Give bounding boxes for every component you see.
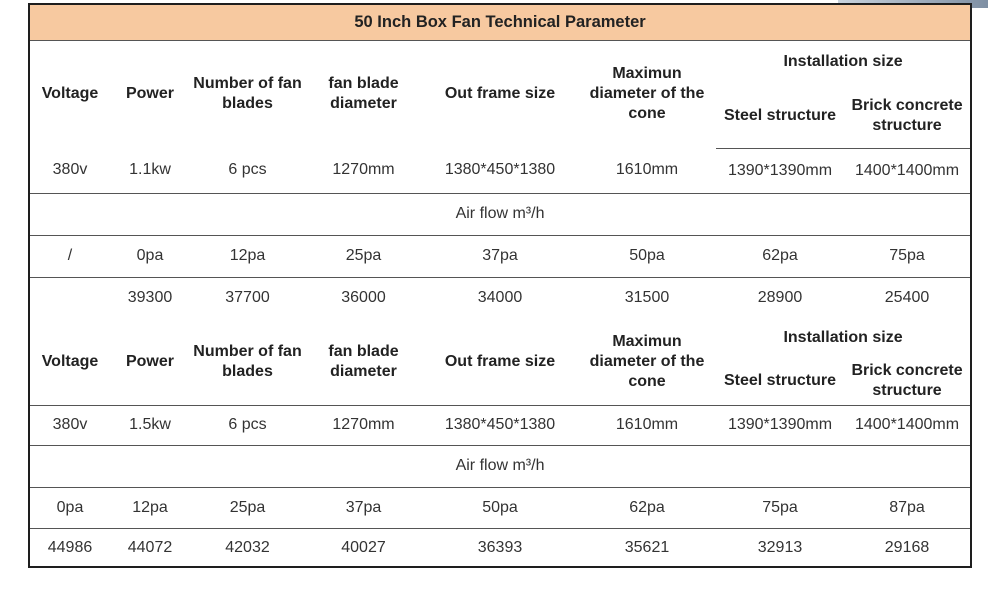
cell: 1270mm [305,148,422,193]
header-install-2: Installation size [783,329,903,346]
cell: 75pa [844,235,970,277]
cell: 87pa [844,487,970,528]
cell: 39300 [127,289,173,307]
cell: 1.5kw [110,405,190,445]
cell: 31500 [624,289,670,307]
cell: 25400 [884,289,930,307]
cell: 44072 [127,539,173,557]
cell: 6 pcs [190,405,305,445]
cell: 35621 [624,539,670,557]
parameter-table-frame [28,3,972,568]
header-install: Installation size [783,53,903,71]
airflow-row-2 [30,528,970,568]
pressure-row-1 [30,235,970,277]
header-diameter-2: fan blade diameter [328,342,399,380]
header-brick-2: Brick concrete structure [844,357,970,405]
cell: 50pa [578,235,716,277]
title-row [30,5,970,40]
header-voltage: Voltage [41,85,99,103]
cell: 32913 [757,539,803,557]
cell: 1390*1390mm [716,405,844,445]
spec-row-2 [30,405,970,445]
header-cone-2: Maximun diameter of the cone [589,332,705,390]
header-frame-2: Out frame size [444,352,556,370]
cell: 0pa [30,487,110,528]
cell: 75pa [716,487,844,528]
header-voltage-2: Voltage [41,352,99,370]
cell: 0pa [110,235,190,277]
cell: 1400*1400mm [844,148,970,193]
header-brick: Brick concrete structure [844,84,970,148]
cell: 62pa [578,487,716,528]
cell: 44986 [47,539,93,557]
cell: 380v [30,405,110,445]
cell: 40027 [341,539,386,557]
header-cone: Maximun diameter of the cone [589,65,705,123]
cell: 1400*1400mm [844,405,970,445]
parameter-table [30,5,970,568]
cell: 1390*1390mm [716,148,844,193]
cell: 1.1kw [110,148,190,193]
cell: 1610mm [578,148,716,193]
cell: 50pa [422,487,578,528]
airflow-label: Air flow m³/h [30,193,970,235]
header-row-1 [30,40,970,84]
cell: 6 pcs [190,148,305,193]
cell: 36000 [341,289,386,307]
cell: 36393 [477,539,523,557]
cell: 12pa [190,235,305,277]
cell: 37pa [305,487,422,528]
cell: 29168 [884,539,930,557]
header-diameter: fan blade diameter [328,75,399,113]
airflow-label-2: Air flow m³/h [30,445,970,487]
cell: 42032 [225,539,270,557]
airflow-label-row-2 [30,445,970,487]
cell: 34000 [477,289,523,307]
header-power: Power [125,85,174,103]
cell: 28900 [757,289,803,307]
table-title: 50 Inch Box Fan Technical Parameter [30,5,970,40]
pressure-row-2 [30,487,970,528]
cell [30,277,110,319]
header-blades-2: Number of fan blades [193,342,302,380]
cell: 1610mm [578,405,716,445]
spec-row-1 [30,148,970,193]
airflow-label-row-1 [30,193,970,235]
cell: 25pa [305,235,422,277]
cell: / [30,235,110,277]
header-steel: Steel structure [716,84,844,148]
cell: 37700 [225,289,270,307]
cell: 1380*450*1380 [422,148,578,193]
airflow-row-1 [30,277,970,319]
header-power-2: Power [125,352,174,370]
cell: 380v [30,148,110,193]
cell: 1380*450*1380 [422,405,578,445]
header-frame: Out frame size [444,85,556,103]
cell: 1270mm [305,405,422,445]
cell: 62pa [716,235,844,277]
header-row-3 [30,319,970,357]
cell: 25pa [190,487,305,528]
header-steel-2: Steel structure [716,357,844,405]
cell: 37pa [422,235,578,277]
cell: 12pa [110,487,190,528]
header-blades: Number of fan blades [193,75,302,113]
